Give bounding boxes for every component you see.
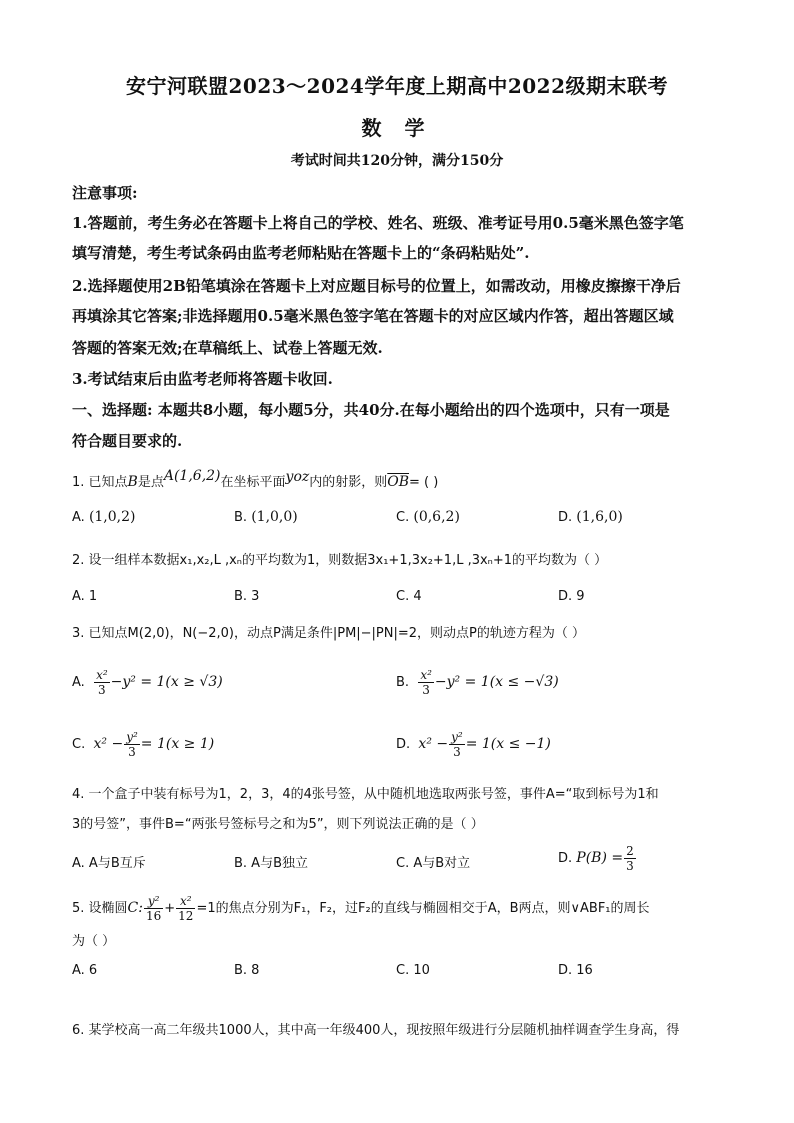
q5-option-a: A. 6 [72,963,98,978]
question-2: 2. 设一组样本数据x₁,x₂,L ,xₙ的平均数为1，则数据3x₁+1,3x₂+1,L ,3xₙ+1的平均数为（ ） [72,553,608,568]
q3-option-a: A. $\frac{\text{x²}}{3}$ −y² = 1(x ≥ √3) [72,668,223,697]
q5-option-d: D. 16 [558,963,593,978]
q2-option-d: D. 9 [558,589,585,604]
notice-heading: 注意事项: [72,184,138,202]
notice-line-4: 再填涂其它答案;非选择题用0.5毫米黑色签字笔在答题卡的对应区域内作答，超出答题区域 [72,307,674,325]
q1-option-c: C. (0,6,2) [396,509,460,525]
notice-line-6: 3.考试结束后由监考老师将答题卡收回. [72,370,333,388]
exam-title: 安宁河联盟2023～2024学年度上期高中2022级期末联考 [126,74,668,98]
question-4-line-2: 3的号签”，事件B=“两张号签标号之和为5”，则下列说法正确的是（ ） [72,817,484,832]
q4-option-c: C. A与B对立 [396,856,471,871]
subject-title: 数 学 [361,116,433,140]
q3-option-c: C. x² − $\frac{\text{y²}}{3}$ = 1(x ≥ 1) [72,730,215,759]
question-6-line-1: 6. 某学校高一高二年级共1000人，其中高一年级400人，现按照年级进行分层随机抽样调查学生身高，得 [72,1023,680,1038]
notice-line-1: 1.答题前，考生务必在答题卡上将自己的学校、姓名、班级、准考证号用0.5毫米黑色签字笔 [72,214,684,232]
question-1: 1. 已知点B是点A(1,6,2)在坐标平面yoz内的射影，则$\overline{OB}=$ ( ) [72,468,439,490]
q2-option-c: C. 4 [396,589,422,604]
q1-option-a: A. (1,0,2) [72,509,136,525]
time-note: 考试时间共120分钟，满分150分 [290,153,504,169]
question-4-line-1: 4. 一个盒子中装有标号为1，2，3，4的4张号签，从中随机地选取两张号签，事件A=“取到标号为1和 [72,787,659,802]
notice-line-2: 填写清楚，考生考试条码由监考老师粘贴在答题卡上的“条码粘贴处”. [72,244,530,262]
question-5: 5. 设椭圆C: $\frac{\text{y²}}{16}$ + $\frac{\text{x²}}{12}$ =1的焦点分别为F₁，F₂，过F₂的直线与椭圆相交于A，B两点，则∨ABF₁的周长 [72,894,650,923]
q2-option-b: B. 3 [234,589,260,604]
q5-option-c: C. 10 [396,963,430,978]
notice-line-3: 2.选择题使用2B铅笔填涂在答题卡上对应题目标号的位置上，如需改动，用橡皮擦擦干净后 [72,277,681,295]
q4-option-a: A. A与B互斥 [72,856,146,871]
q4-option-d: D. P(B) = $\frac{2}{3}$ [558,844,634,873]
q1-option-b: B. (1,0,0) [234,509,298,525]
q2-option-a: A. 1 [72,589,98,604]
section-1-heading: 一、选择题: 本题共8小题，每小题5分，共40分.在每小题给出的四个选项中，只有一项是 [72,401,670,419]
notice-line-5: 答题的答案无效;在草稿纸上、试卷上答题无效. [72,339,383,357]
q5-option-b: B. 8 [234,963,260,978]
q3-option-d: D. x² − $\frac{\text{y²}}{3}$ = 1(x ≤ −1) [396,730,551,759]
section-1-heading-cont: 符合题目要求的. [72,432,183,450]
q1-option-d: D. (1,6,0) [558,509,623,525]
q4-option-b: B. A与B独立 [234,856,308,871]
q3-option-b: B. $\frac{\text{x²}}{3}$ −y² = 1(x ≤ −√3) [396,668,559,697]
question-5-line-2: 为（ ） [72,934,116,949]
question-3: 3. 已知点M(2,0)，N(−2,0)，动点P满足条件|PM|−|PN|=2，则动点P的轨迹方程为（ ） [72,626,586,641]
